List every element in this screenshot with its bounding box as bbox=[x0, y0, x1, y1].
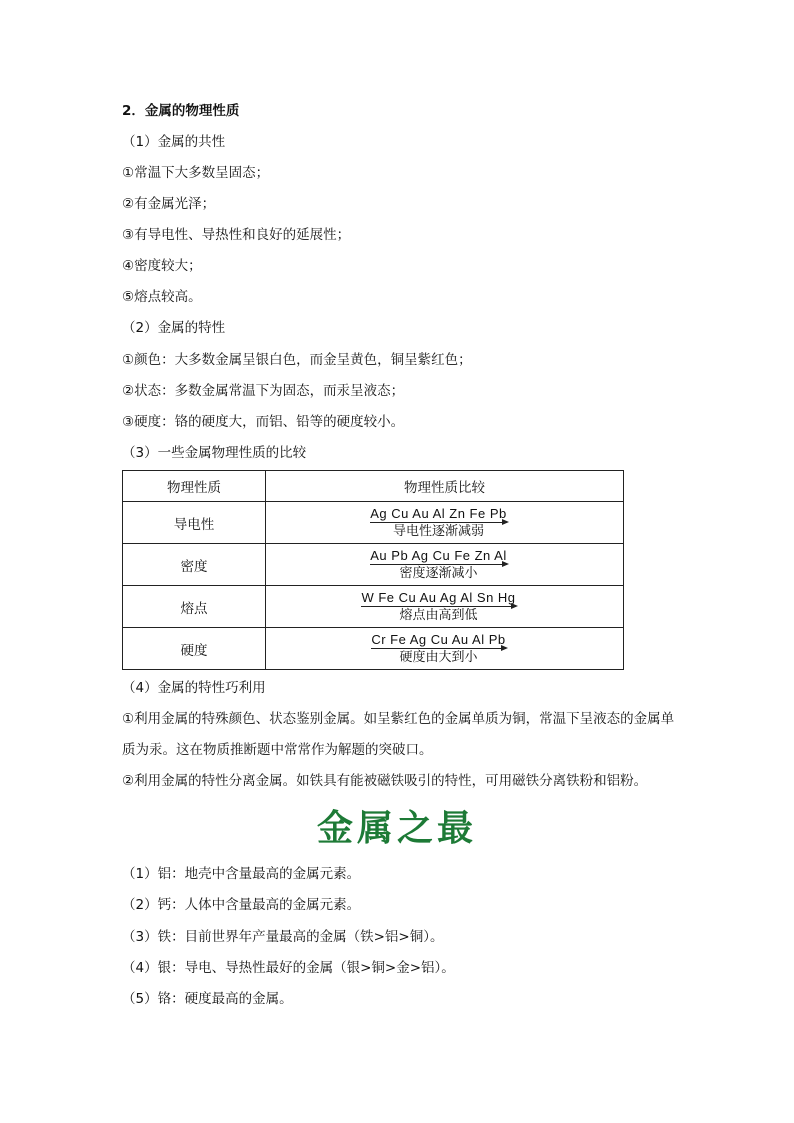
usage-paragraph: ②利用金属的特性分离金属。如铁具有能被磁铁吸引的特性，可用磁铁分离铁粉和铝粉。 bbox=[122, 773, 648, 789]
metal-sequence: W Fe Cu Au Ag Al Sn Hg bbox=[361, 589, 516, 605]
arrow-icon bbox=[361, 606, 515, 607]
arrow-icon bbox=[371, 648, 505, 649]
common-property-item: ④密度较大； bbox=[122, 258, 202, 274]
special-property-item: ③硬度：铬的硬度大，而铝、铅等的硬度较小。 bbox=[122, 414, 405, 430]
art-title: 金属之最 bbox=[316, 807, 477, 849]
metal-sequence: Au Pb Ag Cu Fe Zn Al bbox=[370, 547, 507, 563]
table-row bbox=[123, 628, 624, 670]
common-properties-heading: （1）金属的共性 bbox=[122, 134, 226, 150]
property-cell: 导电性 bbox=[123, 502, 266, 544]
table-header-comparison: 物理性质比较 bbox=[266, 471, 624, 502]
arrow-icon bbox=[370, 564, 506, 565]
common-property-item: ②有金属光泽； bbox=[122, 196, 216, 212]
superlative-item: （4）银：导电、导热性最好的金属（银>铜>金>铝）。 bbox=[122, 960, 455, 976]
table-header-row bbox=[123, 471, 624, 502]
special-property-item: ①颜色：大多数金属呈银白色，而金呈黄色，铜呈紫红色； bbox=[122, 352, 472, 368]
common-property-item: ③有导电性、导热性和良好的延展性； bbox=[122, 227, 351, 243]
trend-label: 硬度由大到小 bbox=[399, 649, 478, 665]
section-title: 2．金属的物理性质 bbox=[122, 103, 240, 119]
comparison-cell bbox=[266, 628, 624, 670]
superlative-item: （5）铬：硬度最高的金属。 bbox=[122, 991, 293, 1007]
special-properties-heading: （2）金属的特性 bbox=[122, 320, 226, 336]
common-property-item: ⑤熔点较高。 bbox=[122, 289, 202, 305]
comparison-table bbox=[122, 470, 624, 670]
comparison-cell bbox=[266, 586, 624, 628]
superlative-item: （1）铝：地壳中含量最高的金属元素。 bbox=[122, 866, 361, 882]
property-cell: 硬度 bbox=[123, 628, 266, 670]
table-row bbox=[123, 586, 624, 628]
metal-sequence: Cr Fe Ag Cu Au Al Pb bbox=[371, 631, 506, 647]
usage-paragraph-line: 质为汞。这在物质推断题中常常作为解题的突破口。 bbox=[122, 742, 433, 758]
superlative-item: （3）铁：目前世界年产量最高的金属（铁>铝>铜）。 bbox=[122, 929, 444, 945]
trend-label: 导电性逐渐减弱 bbox=[392, 523, 484, 539]
trend-label: 熔点由高到低 bbox=[399, 607, 478, 623]
comparison-cell bbox=[266, 544, 624, 586]
common-property-item: ①常温下大多数呈固态； bbox=[122, 165, 270, 181]
table-header-property: 物理性质 bbox=[123, 471, 266, 502]
usage-heading: （4）金属的特性巧利用 bbox=[122, 680, 266, 696]
table-row bbox=[123, 544, 624, 586]
property-cell: 熔点 bbox=[123, 586, 266, 628]
metal-sequence: Ag Cu Au Al Zn Fe Pb bbox=[370, 505, 507, 521]
superlative-item: （2）钙：人体中含量最高的金属元素。 bbox=[122, 897, 361, 913]
arrow-icon bbox=[370, 522, 506, 523]
trend-label: 密度逐渐减小 bbox=[399, 565, 478, 581]
property-cell: 密度 bbox=[123, 544, 266, 586]
table-row bbox=[123, 502, 624, 544]
comparison-cell bbox=[266, 502, 624, 544]
special-property-item: ②状态：多数金属常温下为固态，而汞呈液态； bbox=[122, 383, 405, 399]
usage-paragraph-line: ①利用金属的特殊颜色、状态鉴别金属。如呈紫红色的金属单质为铜，常温下呈液态的金属单 bbox=[122, 711, 675, 727]
comparison-heading: （3）一些金属物理性质的比较 bbox=[122, 445, 307, 461]
